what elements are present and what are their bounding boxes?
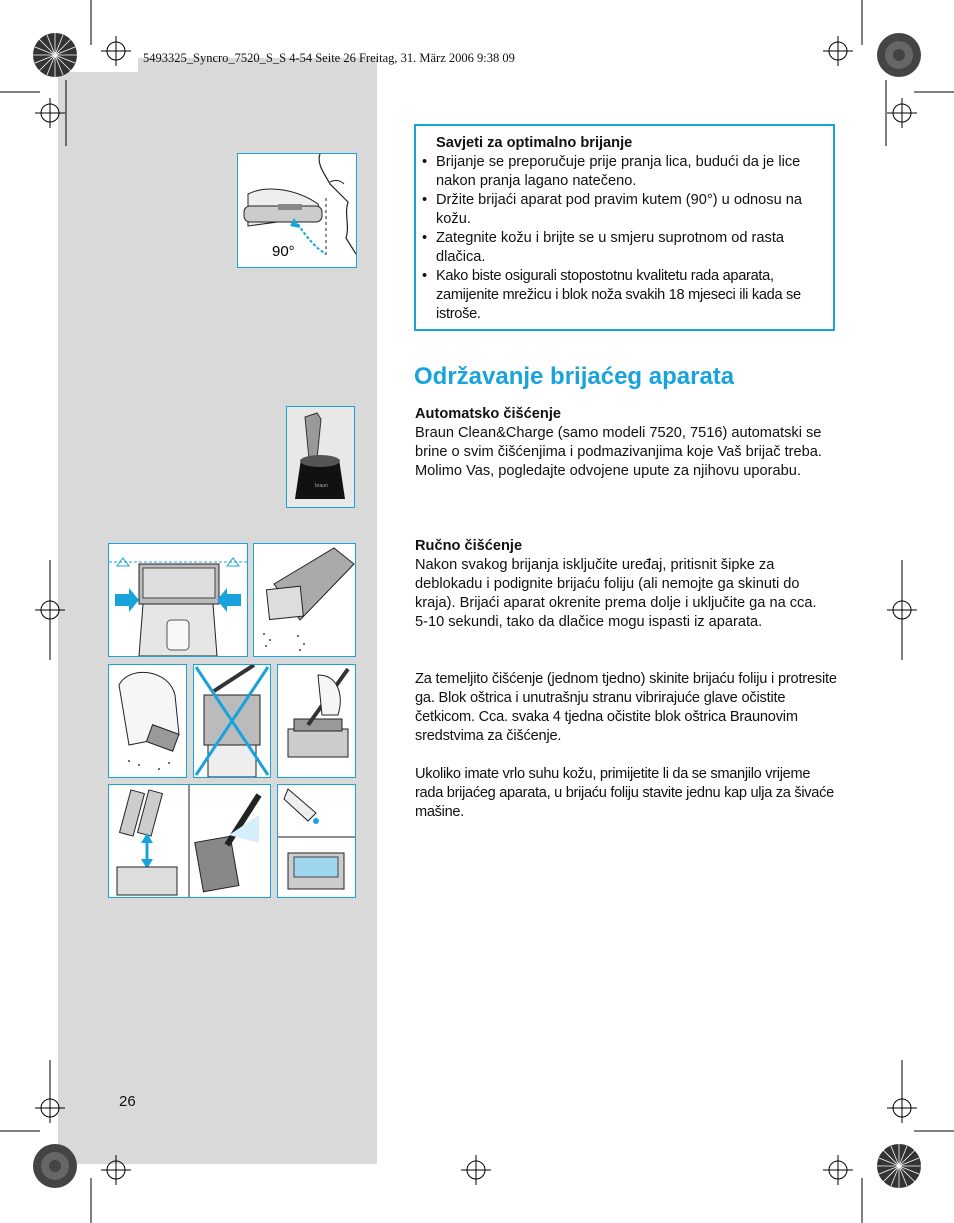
foil-release-illustration bbox=[108, 543, 248, 657]
shaving-tips-box bbox=[414, 124, 835, 331]
tip-item: • Zategnite kožu i brijte se u smjeru suprotnom od rasta dlačica. bbox=[420, 229, 829, 267]
oil-drop-illustration bbox=[277, 784, 356, 898]
weekly-cleaning-text: Za temeljito čišćenje (jednom tjedno) skinite brijaću foliju i protresite ga. Blok oštrica i unutrašnju stranu vibrirajuće glave očistite četkicom. Cca. svaka 4 tjedna očistite blok oštrica Braunovim sredstvima za čišćenje. bbox=[415, 671, 837, 744]
foil-shaking-illustration bbox=[108, 664, 187, 778]
manual-cleaning-heading: Ručno čišćenje bbox=[415, 538, 523, 554]
manual-cleaning-block bbox=[415, 537, 840, 632]
clean-charge-station-illustration bbox=[286, 406, 355, 508]
shaving-angle-illustration bbox=[237, 153, 357, 268]
starburst-bottom-right bbox=[877, 1144, 921, 1188]
crosshair-top-left bbox=[101, 36, 131, 66]
cutter-block-cleaning-illustration bbox=[108, 784, 271, 898]
manual-cleaning-text: Nakon svakog brijanja isključite uređaj, pritisnit šipke za deblokadu i podignite brijaću foliju (ali nemojte ga skinuti do kraja). Brijaći aparat okrenite prema dolje i uključite ga na cca. 5-10 sekundi, tako da dlačice mogu ispasti iz aparata. bbox=[415, 557, 817, 630]
starburst-top-right bbox=[877, 33, 921, 77]
brush-cutter-block-illustration bbox=[277, 664, 356, 778]
automatic-cleaning-text: Braun Clean&Charge (samo modeli 7520, 7516) automatski se brine o svim čišćenjima i podmazivanjima koje Vaš brijač treba. Molimo Vas, pogledajte odvojene upute za njihovu uporabu. bbox=[415, 425, 822, 479]
crosshair-top-right bbox=[823, 36, 853, 66]
do-not-brush-foil-illustration bbox=[193, 664, 271, 778]
oil-text: Ukoliko imate vrlo suhu kožu, primijetite li da se smanjilo vrijeme rada brijaćeg aparata, u brijaću foliju stavite jednu kap ulja za šivaće mašine. bbox=[415, 766, 834, 820]
automatic-cleaning-block bbox=[415, 405, 840, 481]
oil-block bbox=[415, 765, 840, 822]
print-header: 5493325_Syncro_7520_S_S 4-54 Seite 26 Freitag, 31. März 2006 9:38 09 bbox=[143, 51, 515, 65]
shaver-tapping-illustration bbox=[253, 543, 356, 657]
tips-list bbox=[420, 153, 829, 324]
section-title: Održavanje brijaćeg aparata bbox=[414, 363, 735, 390]
page-number: 26 bbox=[119, 1093, 136, 1110]
tip-item: • Držite brijaći aparat pod pravim kutem (90°) u odnosu na kožu. bbox=[420, 191, 829, 229]
tip-item: • Brijanje se preporučuje prije pranja lica, budući da je lice nakon pranja lagano natečeno. bbox=[420, 153, 829, 191]
weekly-cleaning-block bbox=[415, 670, 840, 746]
station-brand: braun bbox=[315, 483, 328, 489]
angle-label: 90° bbox=[272, 243, 295, 260]
starburst-top-left bbox=[33, 33, 77, 77]
tip-item: • Kako biste osigurali stopostotnu kvalitetu rada aparata, zamijenite mrežicu i blok noža svakih 18 mjeseci ili kada se istroše. bbox=[420, 267, 829, 324]
starburst-bottom-left bbox=[33, 1144, 77, 1188]
tips-title: Savjeti za optimalno brijanje bbox=[436, 135, 633, 151]
automatic-cleaning-heading: Automatsko čišćenje bbox=[415, 406, 561, 422]
